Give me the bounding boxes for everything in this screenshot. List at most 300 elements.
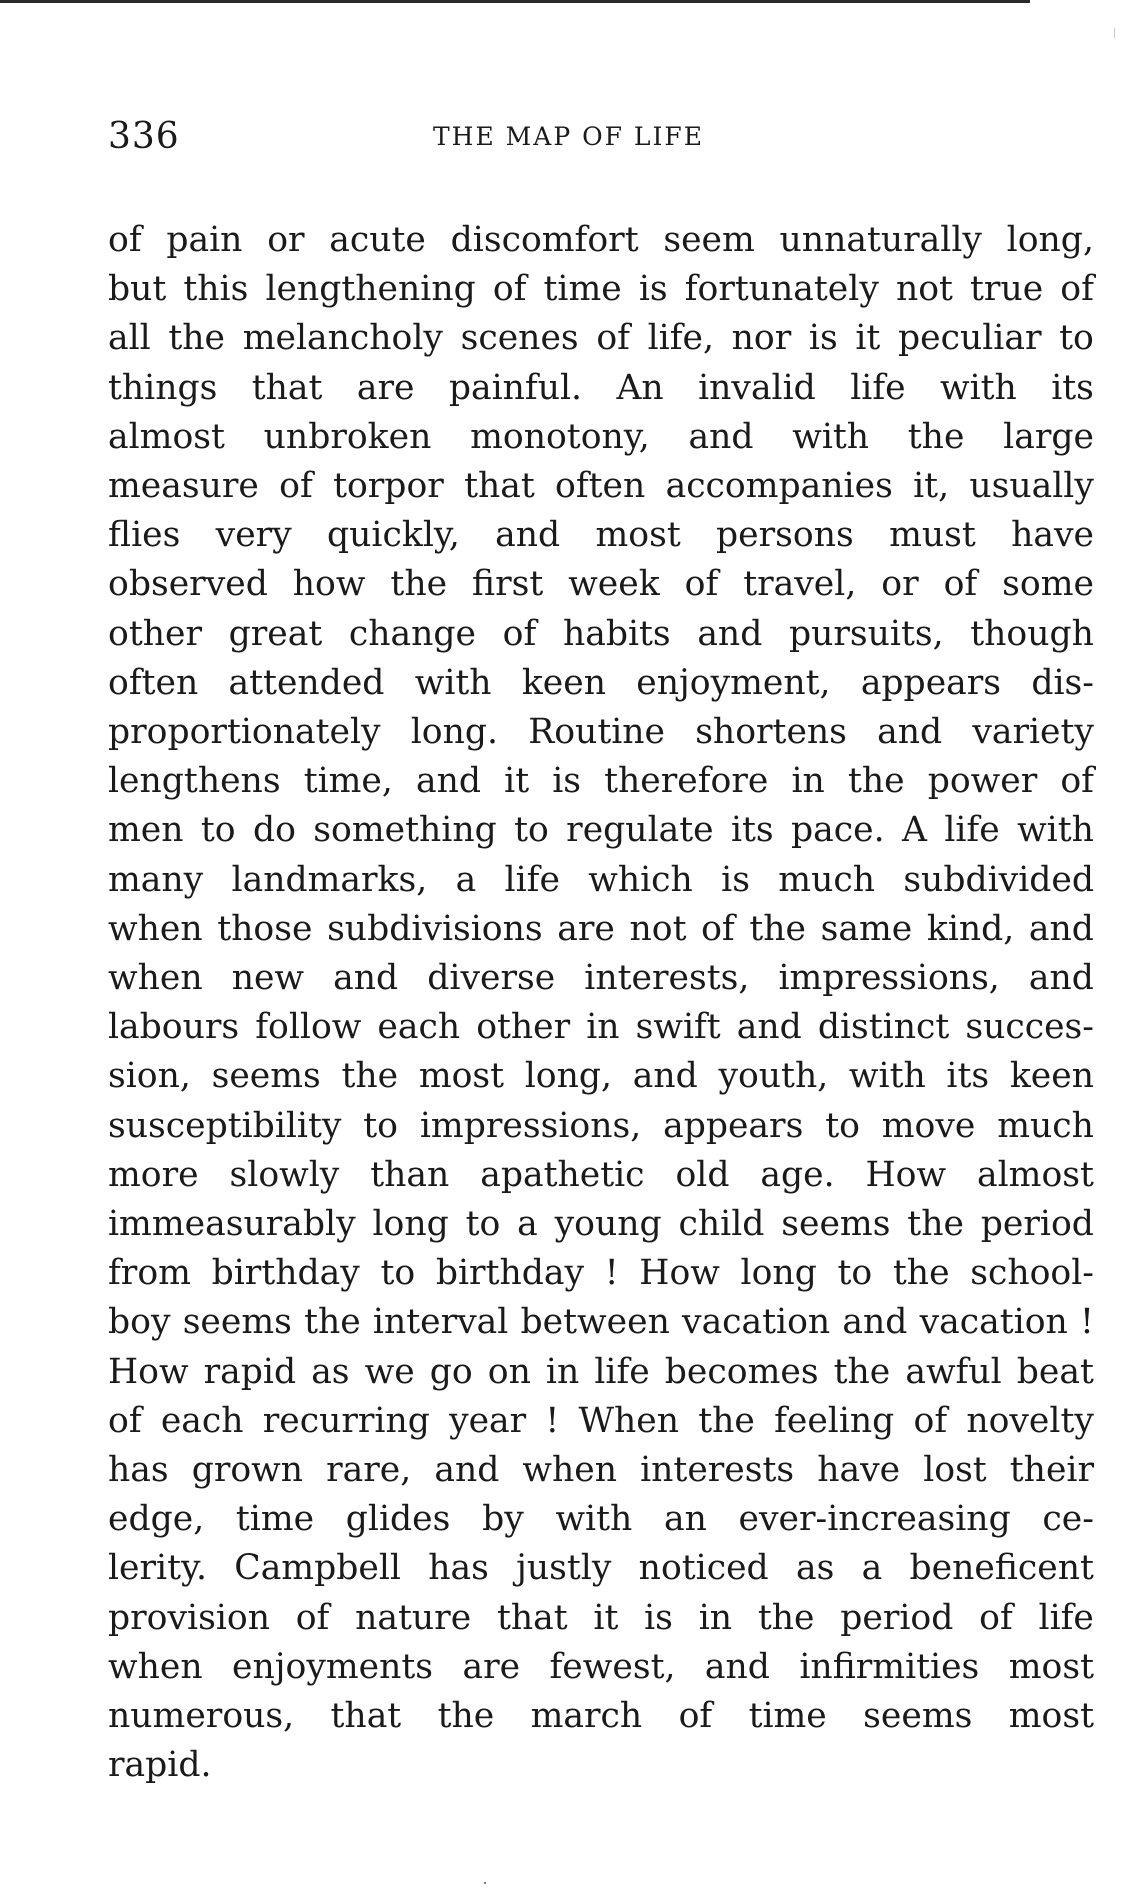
word: it, xyxy=(913,466,950,507)
word: it xyxy=(504,761,530,802)
word: long. xyxy=(410,712,499,753)
word: of xyxy=(943,564,978,605)
corner-scan-mark xyxy=(1114,28,1115,38)
text-line xyxy=(108,1397,1094,1446)
word: the xyxy=(698,1400,755,1441)
word: unbroken xyxy=(263,416,432,457)
word: new xyxy=(231,958,305,999)
word: those xyxy=(217,908,313,949)
text-line xyxy=(108,364,1094,413)
word: appears xyxy=(663,1105,804,1146)
word: of xyxy=(1060,761,1094,802)
word: not xyxy=(895,269,953,310)
text-line xyxy=(108,1200,1094,1249)
text-line xyxy=(108,462,1094,511)
word: kind, xyxy=(926,908,1015,949)
word: persons xyxy=(716,515,854,556)
word: with xyxy=(939,367,1017,408)
word: a xyxy=(861,1548,883,1589)
text-line xyxy=(108,1446,1094,1495)
word: vacation xyxy=(682,1302,831,1343)
text-line xyxy=(108,511,1094,560)
word: time xyxy=(748,1696,827,1737)
text-line xyxy=(108,905,1094,954)
word: How xyxy=(639,1253,720,1294)
word: long, xyxy=(524,1056,613,1097)
word: immeasurably xyxy=(108,1204,356,1245)
word: slowly xyxy=(229,1154,340,1195)
word: seem xyxy=(663,220,755,260)
word: grown xyxy=(191,1450,304,1491)
word: the xyxy=(437,1696,495,1737)
word: its xyxy=(946,1056,990,1097)
text-line xyxy=(108,1151,1094,1200)
word: and xyxy=(495,515,561,556)
text-line xyxy=(108,1348,1094,1397)
word: recurring xyxy=(262,1400,430,1441)
word: which xyxy=(588,859,693,900)
word: when xyxy=(108,1646,203,1687)
word: keen xyxy=(1009,1056,1094,1097)
word: long xyxy=(372,1204,449,1245)
word: peculiar xyxy=(898,318,1042,359)
text-line xyxy=(108,1643,1094,1692)
word: and xyxy=(704,1646,770,1687)
text-line xyxy=(108,1544,1094,1593)
word: of xyxy=(684,564,719,605)
running-head xyxy=(108,110,1094,158)
word: justly xyxy=(516,1548,612,1589)
word: and xyxy=(736,1007,802,1048)
word: lengthening xyxy=(265,269,476,310)
word: most xyxy=(418,1056,505,1097)
text-line xyxy=(108,216,1094,265)
word: life xyxy=(1038,1597,1094,1638)
running-title: THE MAP OF LIFE xyxy=(433,122,704,151)
word: it xyxy=(593,1597,619,1638)
word: age. xyxy=(760,1154,835,1195)
word: of xyxy=(913,1400,948,1441)
word: an xyxy=(663,1499,707,1540)
word: has xyxy=(108,1450,169,1491)
word: a xyxy=(517,1204,538,1245)
word: accompanies xyxy=(665,466,893,507)
word: awful xyxy=(905,1351,1002,1392)
word: How xyxy=(108,1351,189,1392)
word: things xyxy=(108,367,218,408)
word: edge, xyxy=(108,1499,205,1540)
word: and xyxy=(632,1056,698,1097)
word: other xyxy=(108,613,202,654)
word: that xyxy=(251,367,323,408)
word: in xyxy=(586,1007,620,1048)
text-line xyxy=(108,314,1094,363)
word: becomes xyxy=(664,1351,819,1392)
word: not xyxy=(629,908,687,949)
word: is xyxy=(721,859,750,900)
word: beat xyxy=(1016,1351,1094,1392)
word: some xyxy=(1002,564,1094,605)
word: proportionately xyxy=(108,712,381,753)
word: when xyxy=(108,908,203,949)
word: pain xyxy=(166,220,243,260)
word: habits xyxy=(562,613,671,654)
word: power xyxy=(927,761,1038,802)
word: invalid xyxy=(698,367,816,408)
word: of xyxy=(1060,269,1094,310)
word: men xyxy=(108,810,184,851)
page-number: 336 xyxy=(108,116,180,157)
word: time xyxy=(235,1499,315,1540)
word: than xyxy=(370,1154,450,1195)
word: year xyxy=(449,1400,527,1441)
word: with xyxy=(848,1056,926,1097)
word: rapid xyxy=(203,1351,297,1392)
word: ! xyxy=(604,1253,619,1294)
word: observed xyxy=(108,564,268,605)
word: the xyxy=(847,761,905,802)
word: attended xyxy=(228,662,385,703)
word: the xyxy=(892,1253,950,1294)
word: infirmities xyxy=(799,1646,980,1687)
word: large xyxy=(1003,416,1094,457)
word: of xyxy=(596,318,630,359)
word: diverse xyxy=(427,958,556,999)
word: the xyxy=(757,1597,815,1638)
word: pace. xyxy=(791,810,885,851)
word: noticed xyxy=(638,1548,769,1589)
word: a xyxy=(455,859,477,900)
word: When xyxy=(578,1400,680,1441)
word: when xyxy=(522,1450,618,1491)
word: with xyxy=(555,1499,633,1540)
word: more xyxy=(108,1154,199,1195)
word: between xyxy=(520,1302,670,1343)
word: boy xyxy=(108,1302,171,1343)
word: rare, xyxy=(326,1450,412,1491)
word: time xyxy=(543,269,622,310)
word: are xyxy=(557,908,615,949)
word: go xyxy=(429,1351,473,1392)
word: to xyxy=(200,810,236,851)
text-line xyxy=(108,1298,1094,1347)
word: long, xyxy=(1006,220,1094,260)
word: succes- xyxy=(965,1007,1094,1048)
text-line xyxy=(108,610,1094,659)
word: the xyxy=(749,908,806,949)
word: monotony, xyxy=(470,416,650,457)
word: the xyxy=(390,564,448,605)
word: almost xyxy=(108,416,225,457)
word: the xyxy=(907,416,965,457)
word: first xyxy=(472,564,544,605)
word: the xyxy=(907,1204,964,1245)
word: its xyxy=(1051,367,1094,408)
word: dis- xyxy=(1031,662,1094,703)
word: seems xyxy=(863,1696,973,1737)
word: this xyxy=(183,269,249,310)
word: subdivided xyxy=(903,859,1094,900)
word: is xyxy=(808,318,838,359)
word: time, xyxy=(303,761,393,802)
word: how xyxy=(292,564,366,605)
word: lerity. xyxy=(108,1548,207,1589)
word: of xyxy=(502,613,537,654)
word: birthday xyxy=(435,1253,585,1294)
word: or xyxy=(267,220,305,260)
word: much xyxy=(778,859,875,900)
word: that xyxy=(330,1696,402,1737)
word: glides xyxy=(345,1499,451,1540)
word: landmarks, xyxy=(231,859,428,900)
word: of xyxy=(108,220,142,260)
word: beneficent xyxy=(909,1548,1094,1589)
word: and xyxy=(1028,958,1094,999)
word: A xyxy=(901,810,927,851)
word: often xyxy=(555,466,646,507)
word: and xyxy=(333,958,399,999)
word: shortens xyxy=(695,712,847,753)
word: march xyxy=(530,1696,643,1737)
text-line xyxy=(108,954,1094,1003)
word: the xyxy=(341,1056,399,1097)
word: An xyxy=(616,367,664,408)
text-line xyxy=(108,1741,1094,1790)
word: novelty xyxy=(966,1400,1094,1441)
word: labours xyxy=(108,1007,240,1048)
word: period xyxy=(840,1597,954,1638)
word: to xyxy=(380,1253,416,1294)
book-page xyxy=(108,110,1094,1791)
word: pursuits, xyxy=(788,613,944,654)
word: with xyxy=(792,416,870,457)
word: and xyxy=(877,712,943,753)
word: fewest, xyxy=(549,1646,676,1687)
word: something xyxy=(313,810,497,851)
word: lost xyxy=(923,1450,987,1491)
word: melancholy xyxy=(242,318,443,359)
word: travel, xyxy=(743,564,857,605)
text-line xyxy=(108,757,1094,806)
word: impressions, xyxy=(778,958,1000,999)
text-line xyxy=(108,1692,1094,1741)
word: nature xyxy=(355,1597,472,1638)
word: it xyxy=(855,318,881,359)
word: life, xyxy=(647,318,714,359)
word: measure xyxy=(108,466,259,507)
word: that xyxy=(464,466,535,507)
word: of xyxy=(108,1400,142,1441)
text-line xyxy=(108,1495,1094,1544)
word: very xyxy=(215,515,292,556)
word: and xyxy=(697,613,763,654)
word: and xyxy=(842,1302,908,1343)
word: same xyxy=(820,908,913,949)
word: is xyxy=(644,1597,673,1638)
word: when xyxy=(108,958,203,999)
word: feeling xyxy=(774,1400,895,1441)
text-line xyxy=(108,265,1094,314)
word: all xyxy=(108,318,151,359)
body-paragraph xyxy=(108,216,1094,1791)
word: appears xyxy=(860,662,1002,703)
text-line xyxy=(108,1052,1094,1101)
word: long xyxy=(740,1253,817,1294)
word: keen xyxy=(521,662,606,703)
word: life xyxy=(850,367,906,408)
word: enjoyments xyxy=(232,1646,434,1687)
word: of xyxy=(701,908,735,949)
word: other xyxy=(476,1007,571,1048)
word: in xyxy=(545,1351,580,1392)
word: ever-increasing xyxy=(738,1499,1011,1540)
word: subdivisions xyxy=(327,908,543,949)
word: is xyxy=(638,269,668,310)
word: youth, xyxy=(718,1056,829,1097)
word: ce- xyxy=(1042,1499,1094,1540)
word: Campbell xyxy=(234,1548,401,1589)
word: and xyxy=(434,1450,500,1491)
word: are xyxy=(356,367,415,408)
word: follow xyxy=(255,1007,362,1048)
text-line xyxy=(108,1594,1094,1643)
word: seems xyxy=(182,1302,292,1343)
word: from xyxy=(108,1253,191,1294)
word: of xyxy=(979,1597,1013,1638)
word: as xyxy=(795,1548,835,1589)
word: provision xyxy=(108,1597,270,1638)
word: child xyxy=(678,1204,765,1245)
word: young xyxy=(554,1204,662,1245)
word: to xyxy=(465,1204,501,1245)
word: scenes xyxy=(460,318,579,359)
word: quickly, xyxy=(327,515,460,556)
text-line xyxy=(108,806,1094,855)
word: and xyxy=(1028,908,1094,949)
word: variety xyxy=(972,712,1094,753)
word: to xyxy=(1059,318,1094,359)
text-line xyxy=(108,1102,1094,1151)
word: most xyxy=(1008,1696,1094,1737)
word: have xyxy=(817,1450,901,1491)
word: susceptibility xyxy=(108,1105,342,1146)
word: each xyxy=(160,1400,244,1441)
word: impressions, xyxy=(419,1105,642,1146)
word: birthday xyxy=(211,1253,360,1294)
word: though xyxy=(970,613,1094,654)
word: seems xyxy=(211,1056,321,1097)
word: the xyxy=(304,1302,361,1343)
word: many xyxy=(108,859,204,900)
word: Routine xyxy=(528,712,666,753)
word: old xyxy=(675,1154,730,1195)
bottom-scan-dot xyxy=(484,1882,486,1884)
word: much xyxy=(997,1105,1094,1146)
word: nor xyxy=(731,318,792,359)
word: rapid. xyxy=(108,1745,212,1786)
word: or xyxy=(881,564,919,605)
word: great xyxy=(228,613,323,654)
word: move xyxy=(881,1105,976,1146)
word: lengthens xyxy=(108,761,281,802)
word: numerous, xyxy=(108,1696,295,1737)
word: torpor xyxy=(333,466,444,507)
word: school- xyxy=(970,1253,1094,1294)
text-line xyxy=(108,413,1094,462)
word: vacation xyxy=(919,1302,1068,1343)
word: to xyxy=(837,1253,873,1294)
word: and xyxy=(688,416,754,457)
word: life xyxy=(944,810,1000,851)
text-line xyxy=(108,659,1094,708)
text-line xyxy=(108,708,1094,757)
word: to xyxy=(363,1105,398,1146)
word: is xyxy=(552,761,582,802)
word: to xyxy=(825,1105,860,1146)
word: sion, xyxy=(108,1056,191,1097)
text-line xyxy=(108,560,1094,609)
word: life xyxy=(504,859,560,900)
word: often xyxy=(108,662,199,703)
word: regulate xyxy=(566,810,714,851)
word: most xyxy=(1008,1646,1094,1687)
word: to xyxy=(514,810,549,851)
text-line xyxy=(108,1003,1094,1052)
word: with xyxy=(1017,810,1094,851)
word: we xyxy=(364,1351,415,1392)
word: and xyxy=(416,761,482,802)
word: each xyxy=(377,1007,461,1048)
word: in xyxy=(791,761,825,802)
word: week xyxy=(568,564,660,605)
word: ! xyxy=(1080,1302,1094,1343)
word: period xyxy=(980,1204,1094,1245)
word: discomfort xyxy=(450,220,639,260)
word: on xyxy=(487,1351,531,1392)
word: acute xyxy=(329,220,426,260)
word: in xyxy=(698,1597,733,1638)
word: change xyxy=(348,613,477,654)
word: painful. xyxy=(448,367,583,408)
word: of xyxy=(492,269,527,310)
word: apathetic xyxy=(480,1154,645,1195)
word: that xyxy=(496,1597,568,1638)
word: flies xyxy=(108,515,181,556)
word: has xyxy=(428,1548,489,1589)
word: swift xyxy=(635,1007,721,1048)
word: therefore xyxy=(604,761,769,802)
word: its xyxy=(730,810,774,851)
word: the xyxy=(168,318,226,359)
word: seems xyxy=(781,1204,891,1245)
word: their xyxy=(1009,1450,1094,1491)
word: with xyxy=(414,662,492,703)
text-line xyxy=(108,856,1094,905)
word: interval xyxy=(372,1302,509,1343)
word: enjoyment, xyxy=(636,662,831,703)
word: of xyxy=(678,1696,713,1737)
word: but xyxy=(108,269,167,310)
word: by xyxy=(482,1499,524,1540)
text-line xyxy=(108,1249,1094,1298)
word: of xyxy=(295,1597,330,1638)
word: true xyxy=(970,269,1044,310)
word: the xyxy=(833,1351,891,1392)
word: life xyxy=(594,1351,650,1392)
word: have xyxy=(1011,515,1094,556)
word: interests, xyxy=(584,958,750,999)
word: usually xyxy=(969,466,1094,507)
